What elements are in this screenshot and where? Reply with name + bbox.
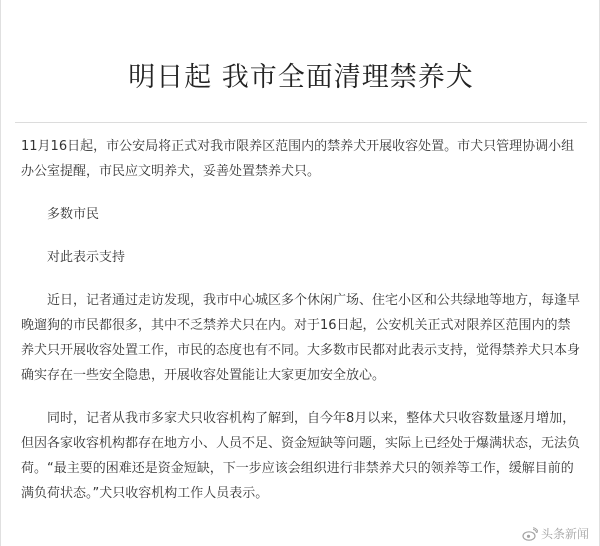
- article-body: [21, 134, 581, 524]
- paragraph-survey: 近日，记者通过走访发现，我市中心城区多个休闲广场、住宅小区和公共绿地等地方，每逢早晚遛狗的市民都很多，其中不乏禁养犬只在内。对于16日起，公安机关正式对限养区范围内的禁养犬只开展收容处置工作，市民的态度也有不同。大多数市民都对此表示支持，觉得禁养犬只本身确实存在一些安全隐患，开展收容处置能让大家更加安全放心。: [21, 293, 581, 383]
- subheading-line-2: 对此表示支持: [47, 250, 126, 265]
- paragraph-shelters: 同时，记者从我市多家犬只收容机构了解到，自今年8月以来，整体犬只收容数量逐月增加，但因各家收容机构都存在地方小、人员不足、资金短缺等问题，实际上已经处于爆满状态，无法负荷。“最主要的困难还是资金短缺，下一步应该会组织进行非禁养犬只的领养等工作，缓解目前的满负荷状态。”犬只收容机构工作人员表示。: [21, 411, 581, 501]
- watermark-text: 头条新闻: [540, 527, 589, 541]
- paragraph-lead: 11月16日起，市公安局将正式对我市限养区范围内的禁养犬开展收容处置。市犬只管理协调小组办公室提醒，市民应文明养犬，妥善处置禁养犬只。: [21, 139, 575, 179]
- article-title: 明日起 我市全面清理禁养犬: [128, 62, 474, 93]
- source-watermark: [522, 525, 589, 542]
- title-divider: [15, 122, 587, 123]
- subheading-line-1: 多数市民: [47, 207, 100, 222]
- weibo-icon: [522, 527, 538, 541]
